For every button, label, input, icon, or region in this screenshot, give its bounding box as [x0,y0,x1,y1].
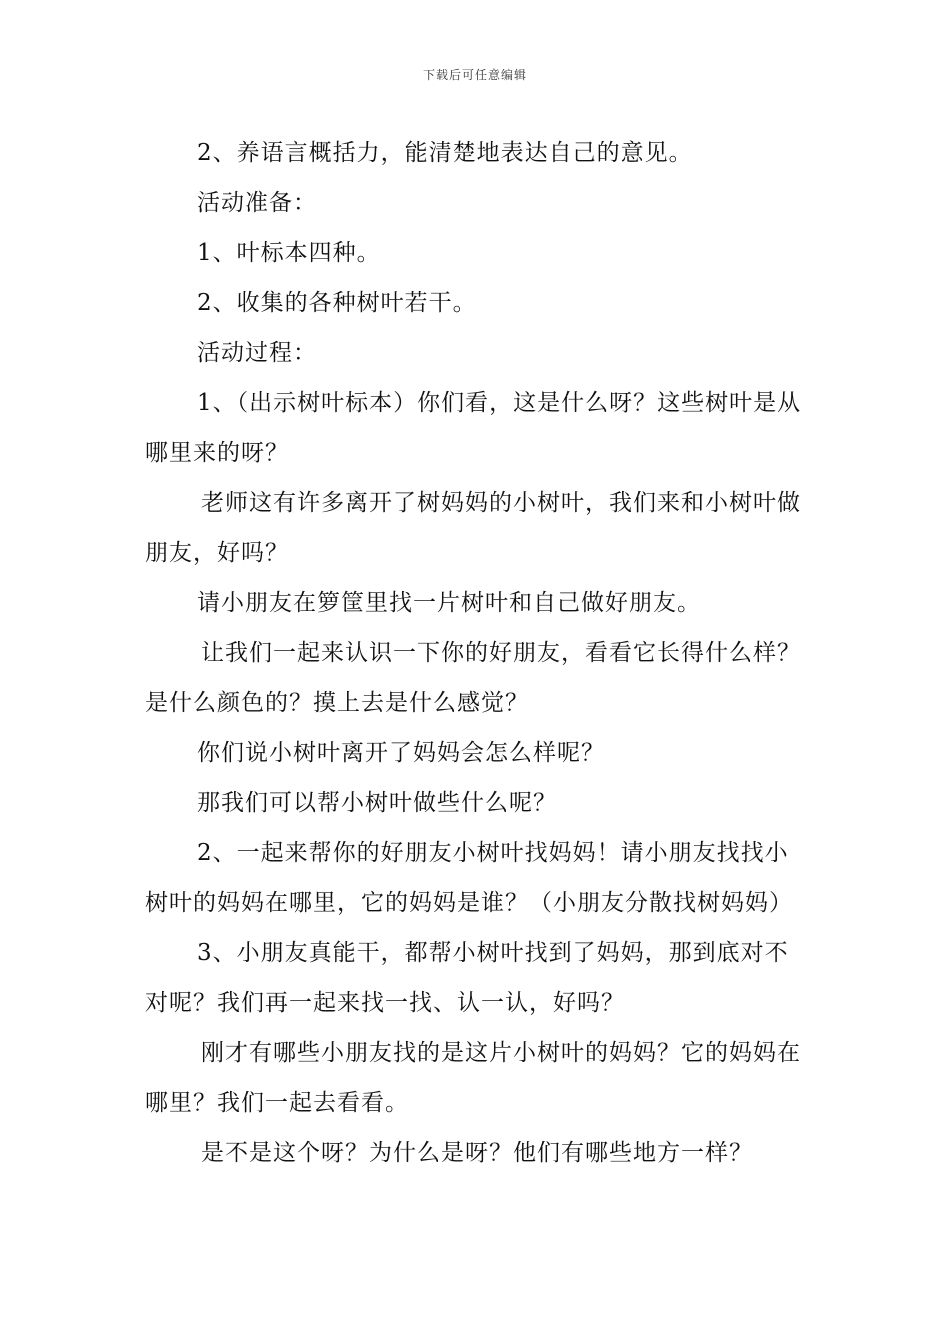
paragraph: 2、收集的各种树叶若干。 [197,290,477,316]
paragraph: 你们说小树叶离开了妈妈会怎么样呢？ [197,740,605,766]
paragraph: 1、（出示树叶标本）你们看，这是什么呀？这些树叶是从哪里来的呀？ [145,390,802,466]
paragraph: 老师这有许多离开了树妈妈的小树叶，我们来和小树叶做朋友，好吗？ [145,490,801,566]
paragraph: 2、一起来帮你的好朋友小树叶找妈妈！请小朋友找找小树叶的妈妈在哪里，它的妈妈是谁？（小朋友分散找树妈妈） [145,840,793,916]
page-header: 下载后可任意编辑 [422,68,527,82]
paragraph: 2、养语言概括力，能清楚地表达自己的意见。 [197,140,693,166]
paragraph: 1、叶标本四种。 [197,240,381,266]
section-heading-preparation: 活动准备： [197,190,317,216]
paragraph: 刚才有哪些小朋友找的是这片小树叶的妈妈？它的妈妈在哪里？我们一起去看看。 [145,1040,801,1116]
paragraph: 请小朋友在箩筐里找一片树叶和自己做好朋友。 [197,590,701,616]
section-heading-process: 活动过程： [197,340,317,366]
document-body [145,128,810,1178]
paragraph: 3、小朋友真能干，都帮小树叶找到了妈妈，那到底对不对呢？我们再一起来找一找、认一认，好吗？ [145,940,789,1016]
paragraph: 那我们可以帮小树叶做些什么呢？ [197,790,557,816]
paragraph: 让我们一起来认识一下你的好朋友，看看它长得什么样？是什么颜色的？摸上去是什么感觉？ [145,640,801,716]
paragraph: 是不是这个呀？为什么是呀？他们有哪些地方一样？ [201,1140,753,1166]
